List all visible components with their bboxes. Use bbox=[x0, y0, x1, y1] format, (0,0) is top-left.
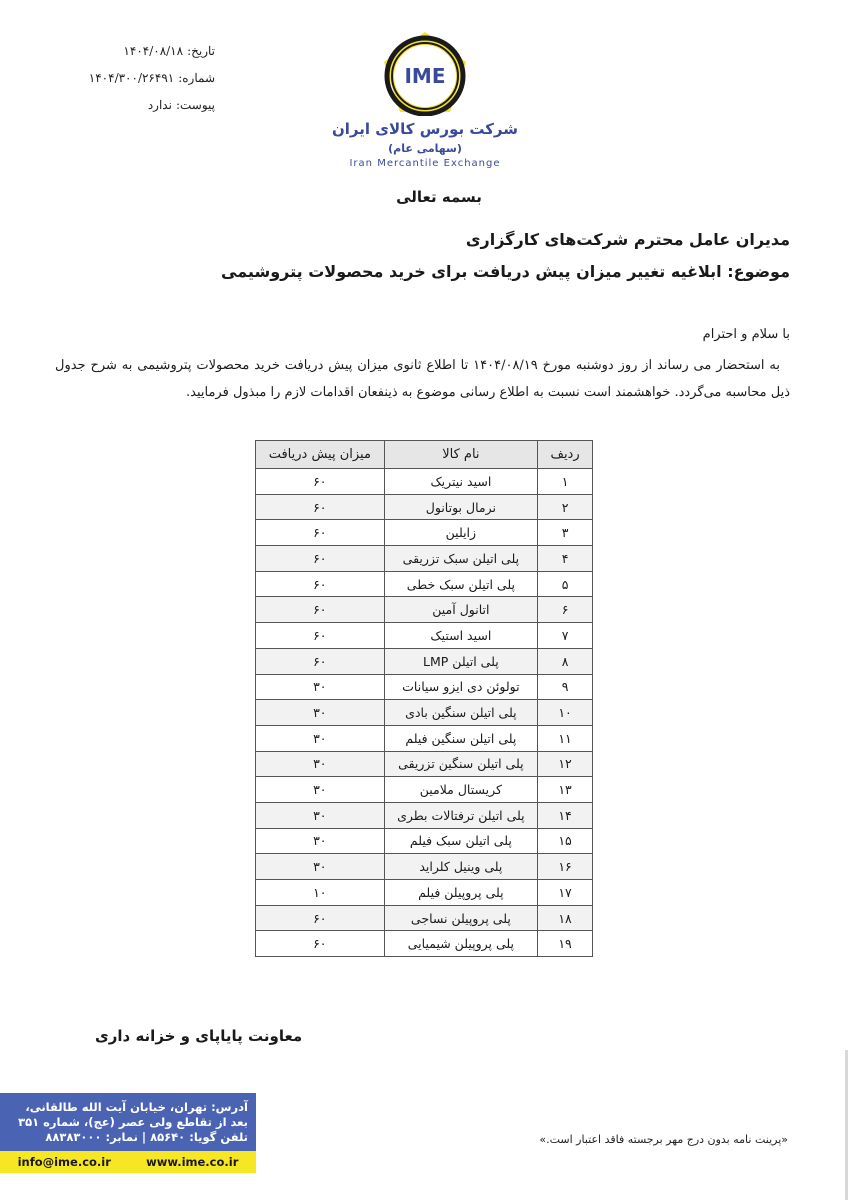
table-row bbox=[256, 494, 593, 520]
cell-prepayment: ۶۰ bbox=[256, 469, 385, 495]
cell-row-number: ۵ bbox=[538, 571, 593, 597]
table-row bbox=[256, 802, 593, 828]
prepayment-table bbox=[255, 440, 593, 957]
date-row bbox=[75, 38, 215, 65]
cell-prepayment: ۳۰ bbox=[256, 674, 385, 700]
website-link[interactable]: www.ime.co.ir bbox=[146, 1155, 239, 1169]
table-row bbox=[256, 571, 593, 597]
header-row-number: ردیف bbox=[538, 441, 593, 469]
cell-product-name: پلی اتیلن LMP bbox=[384, 648, 538, 674]
table-row bbox=[256, 623, 593, 649]
ime-logo bbox=[320, 30, 530, 169]
cell-prepayment: ۳۰ bbox=[256, 828, 385, 854]
cell-product-name: تولوئن دی ایزو سیانات bbox=[384, 674, 538, 700]
cell-product-name: پلی اتیلن سبک خطی bbox=[384, 571, 538, 597]
table-row bbox=[256, 648, 593, 674]
cell-row-number: ۷ bbox=[538, 623, 593, 649]
cell-row-number: ۹ bbox=[538, 674, 593, 700]
address-block bbox=[0, 1093, 256, 1151]
cell-row-number: ۱۹ bbox=[538, 931, 593, 957]
cell-row-number: ۱۶ bbox=[538, 854, 593, 880]
cell-product-name: اسید نیتریک bbox=[384, 469, 538, 495]
cell-row-number: ۱۸ bbox=[538, 905, 593, 931]
cell-row-number: ۱۱ bbox=[538, 725, 593, 751]
cell-prepayment: ۶۰ bbox=[256, 648, 385, 674]
cell-prepayment: ۳۰ bbox=[256, 700, 385, 726]
cell-prepayment: ۶۰ bbox=[256, 520, 385, 546]
address-line-2: بعد از تقاطع ولی عصر (عج)، شماره ۳۵۱ bbox=[18, 1115, 248, 1129]
attachment-row bbox=[75, 92, 215, 119]
company-name-fa bbox=[320, 120, 530, 156]
table-row bbox=[256, 931, 593, 957]
company-name-suffix: (سهامی عام) bbox=[388, 142, 462, 155]
cell-prepayment: ۶۰ bbox=[256, 905, 385, 931]
cell-prepayment: ۶۰ bbox=[256, 494, 385, 520]
cell-row-number: ۴ bbox=[538, 546, 593, 572]
company-name-fa-text: شرکت بورس کالای ایران bbox=[331, 120, 519, 138]
web-contact-bar bbox=[0, 1151, 256, 1173]
cell-row-number: ۱۳ bbox=[538, 777, 593, 803]
number-label: شماره: bbox=[178, 71, 215, 85]
cell-prepayment: ۳۰ bbox=[256, 725, 385, 751]
cell-product-name: زایلین bbox=[384, 520, 538, 546]
cell-prepayment: ۶۰ bbox=[256, 931, 385, 957]
table-row bbox=[256, 880, 593, 906]
cell-product-name: پلی اتیلن سبک فیلم bbox=[384, 828, 538, 854]
letter-body: به استحضار می رساند از روز دوشنبه مورخ ۱۴۰۴/۰۸/۱۹ تا اطلاع ثانوی میزان پیش دریافت خرید محصولات پتروشیمی به شرح جدول ذیل محاسبه می‌گردد. خواهشمند است نسبت به اطلاع رسانی موضوع به ذینفعان اقدامات لازم را مبذول فرمایید. bbox=[55, 358, 790, 400]
cell-row-number: ۱ bbox=[538, 469, 593, 495]
cell-row-number: ۱۵ bbox=[538, 828, 593, 854]
phone-line: تلفن گویا: ۸۵۶۴۰ | نمابر: ۸۸۳۸۳۰۰۰ bbox=[45, 1130, 248, 1144]
header-prepayment: میزان پیش دریافت bbox=[256, 441, 385, 469]
date-label: تاریخ: bbox=[187, 44, 215, 58]
table-header-row bbox=[256, 441, 593, 469]
table-row bbox=[256, 751, 593, 777]
letter-meta bbox=[75, 38, 215, 119]
subject-line: موضوع: ابلاغیه تغییر میزان پیش دریافت برای خرید محصولات پتروشیمی bbox=[221, 262, 790, 281]
cell-product-name: پلی پروپیلن شیمیایی bbox=[384, 931, 538, 957]
cell-prepayment: ۶۰ bbox=[256, 571, 385, 597]
basmala-heading: بسمه تعالی bbox=[396, 188, 482, 206]
cell-product-name: پلی وینیل کلراید bbox=[384, 854, 538, 880]
cell-row-number: ۱۴ bbox=[538, 802, 593, 828]
cell-row-number: ۱۰ bbox=[538, 700, 593, 726]
email-link[interactable]: info@ime.co.ir bbox=[17, 1155, 111, 1169]
signature-department: معاونت پایاپای و خزانه داری bbox=[95, 1027, 303, 1045]
table-row bbox=[256, 469, 593, 495]
disclaimer-note: «پرینت نامه بدون درج مهر برجسته فاقد اعتبار است.» bbox=[539, 1133, 788, 1146]
number-value: ۱۴۰۴/۳۰۰/۲۶۴۹۱ bbox=[88, 71, 175, 85]
table-body bbox=[256, 469, 593, 957]
cell-row-number: ۳ bbox=[538, 520, 593, 546]
cell-product-name: پلی اتیلن سبک تزریقی bbox=[384, 546, 538, 572]
table-row bbox=[256, 905, 593, 931]
company-name-en: Iran Mercantile Exchange bbox=[349, 158, 501, 169]
attachment-value: ندارد bbox=[147, 98, 172, 112]
header-product-name: نام کالا bbox=[384, 441, 538, 469]
cell-prepayment: ۳۰ bbox=[256, 802, 385, 828]
cell-prepayment: ۱۰ bbox=[256, 880, 385, 906]
table-row bbox=[256, 700, 593, 726]
cell-product-name: کریستال ملامین bbox=[384, 777, 538, 803]
cell-prepayment: ۳۰ bbox=[256, 777, 385, 803]
address-line-1: آدرس: تهران، خیابان آیت الله طالقانی، bbox=[25, 1100, 248, 1114]
cell-product-name: اتانول آمین bbox=[384, 597, 538, 623]
table-row bbox=[256, 520, 593, 546]
number-row bbox=[75, 65, 215, 92]
cell-row-number: ۶ bbox=[538, 597, 593, 623]
cell-prepayment: ۳۰ bbox=[256, 751, 385, 777]
cell-prepayment: ۳۰ bbox=[256, 854, 385, 880]
cell-row-number: ۸ bbox=[538, 648, 593, 674]
cell-prepayment: ۶۰ bbox=[256, 623, 385, 649]
recipient-line: مدیران عامل محترم شرکت‌های کارگزاری bbox=[465, 230, 790, 249]
cell-row-number: ۱۲ bbox=[538, 751, 593, 777]
cell-product-name: نرمال بوتانول bbox=[384, 494, 538, 520]
table-row bbox=[256, 674, 593, 700]
cell-product-name: اسید استیک bbox=[384, 623, 538, 649]
table-row bbox=[256, 828, 593, 854]
cell-prepayment: ۶۰ bbox=[256, 546, 385, 572]
cell-product-name: پلی اتیلن سنگین فیلم bbox=[384, 725, 538, 751]
cell-product-name: پلی پروپیلن نساجی bbox=[384, 905, 538, 931]
cell-product-name: پلی اتیلن سنگین تزریقی bbox=[384, 751, 538, 777]
table-row bbox=[256, 777, 593, 803]
table-row bbox=[256, 725, 593, 751]
ime-emblem-icon bbox=[380, 30, 470, 116]
cell-row-number: ۱۷ bbox=[538, 880, 593, 906]
cell-product-name: پلی اتیلن ترفتالات بطری bbox=[384, 802, 538, 828]
table-row bbox=[256, 597, 593, 623]
cell-product-name: پلی پروپیلن فیلم bbox=[384, 880, 538, 906]
table-row bbox=[256, 546, 593, 572]
date-value: ۱۴۰۴/۰۸/۱۸ bbox=[123, 44, 184, 58]
cell-product-name: پلی اتیلن سنگین بادی bbox=[384, 700, 538, 726]
table-row bbox=[256, 854, 593, 880]
contact-footer bbox=[0, 1093, 256, 1173]
greeting: با سلام و احترام bbox=[702, 327, 790, 342]
cell-row-number: ۲ bbox=[538, 494, 593, 520]
attachment-label: پیوست: bbox=[175, 98, 215, 112]
ime-mark-text: IME bbox=[404, 64, 446, 88]
cell-prepayment: ۶۰ bbox=[256, 597, 385, 623]
